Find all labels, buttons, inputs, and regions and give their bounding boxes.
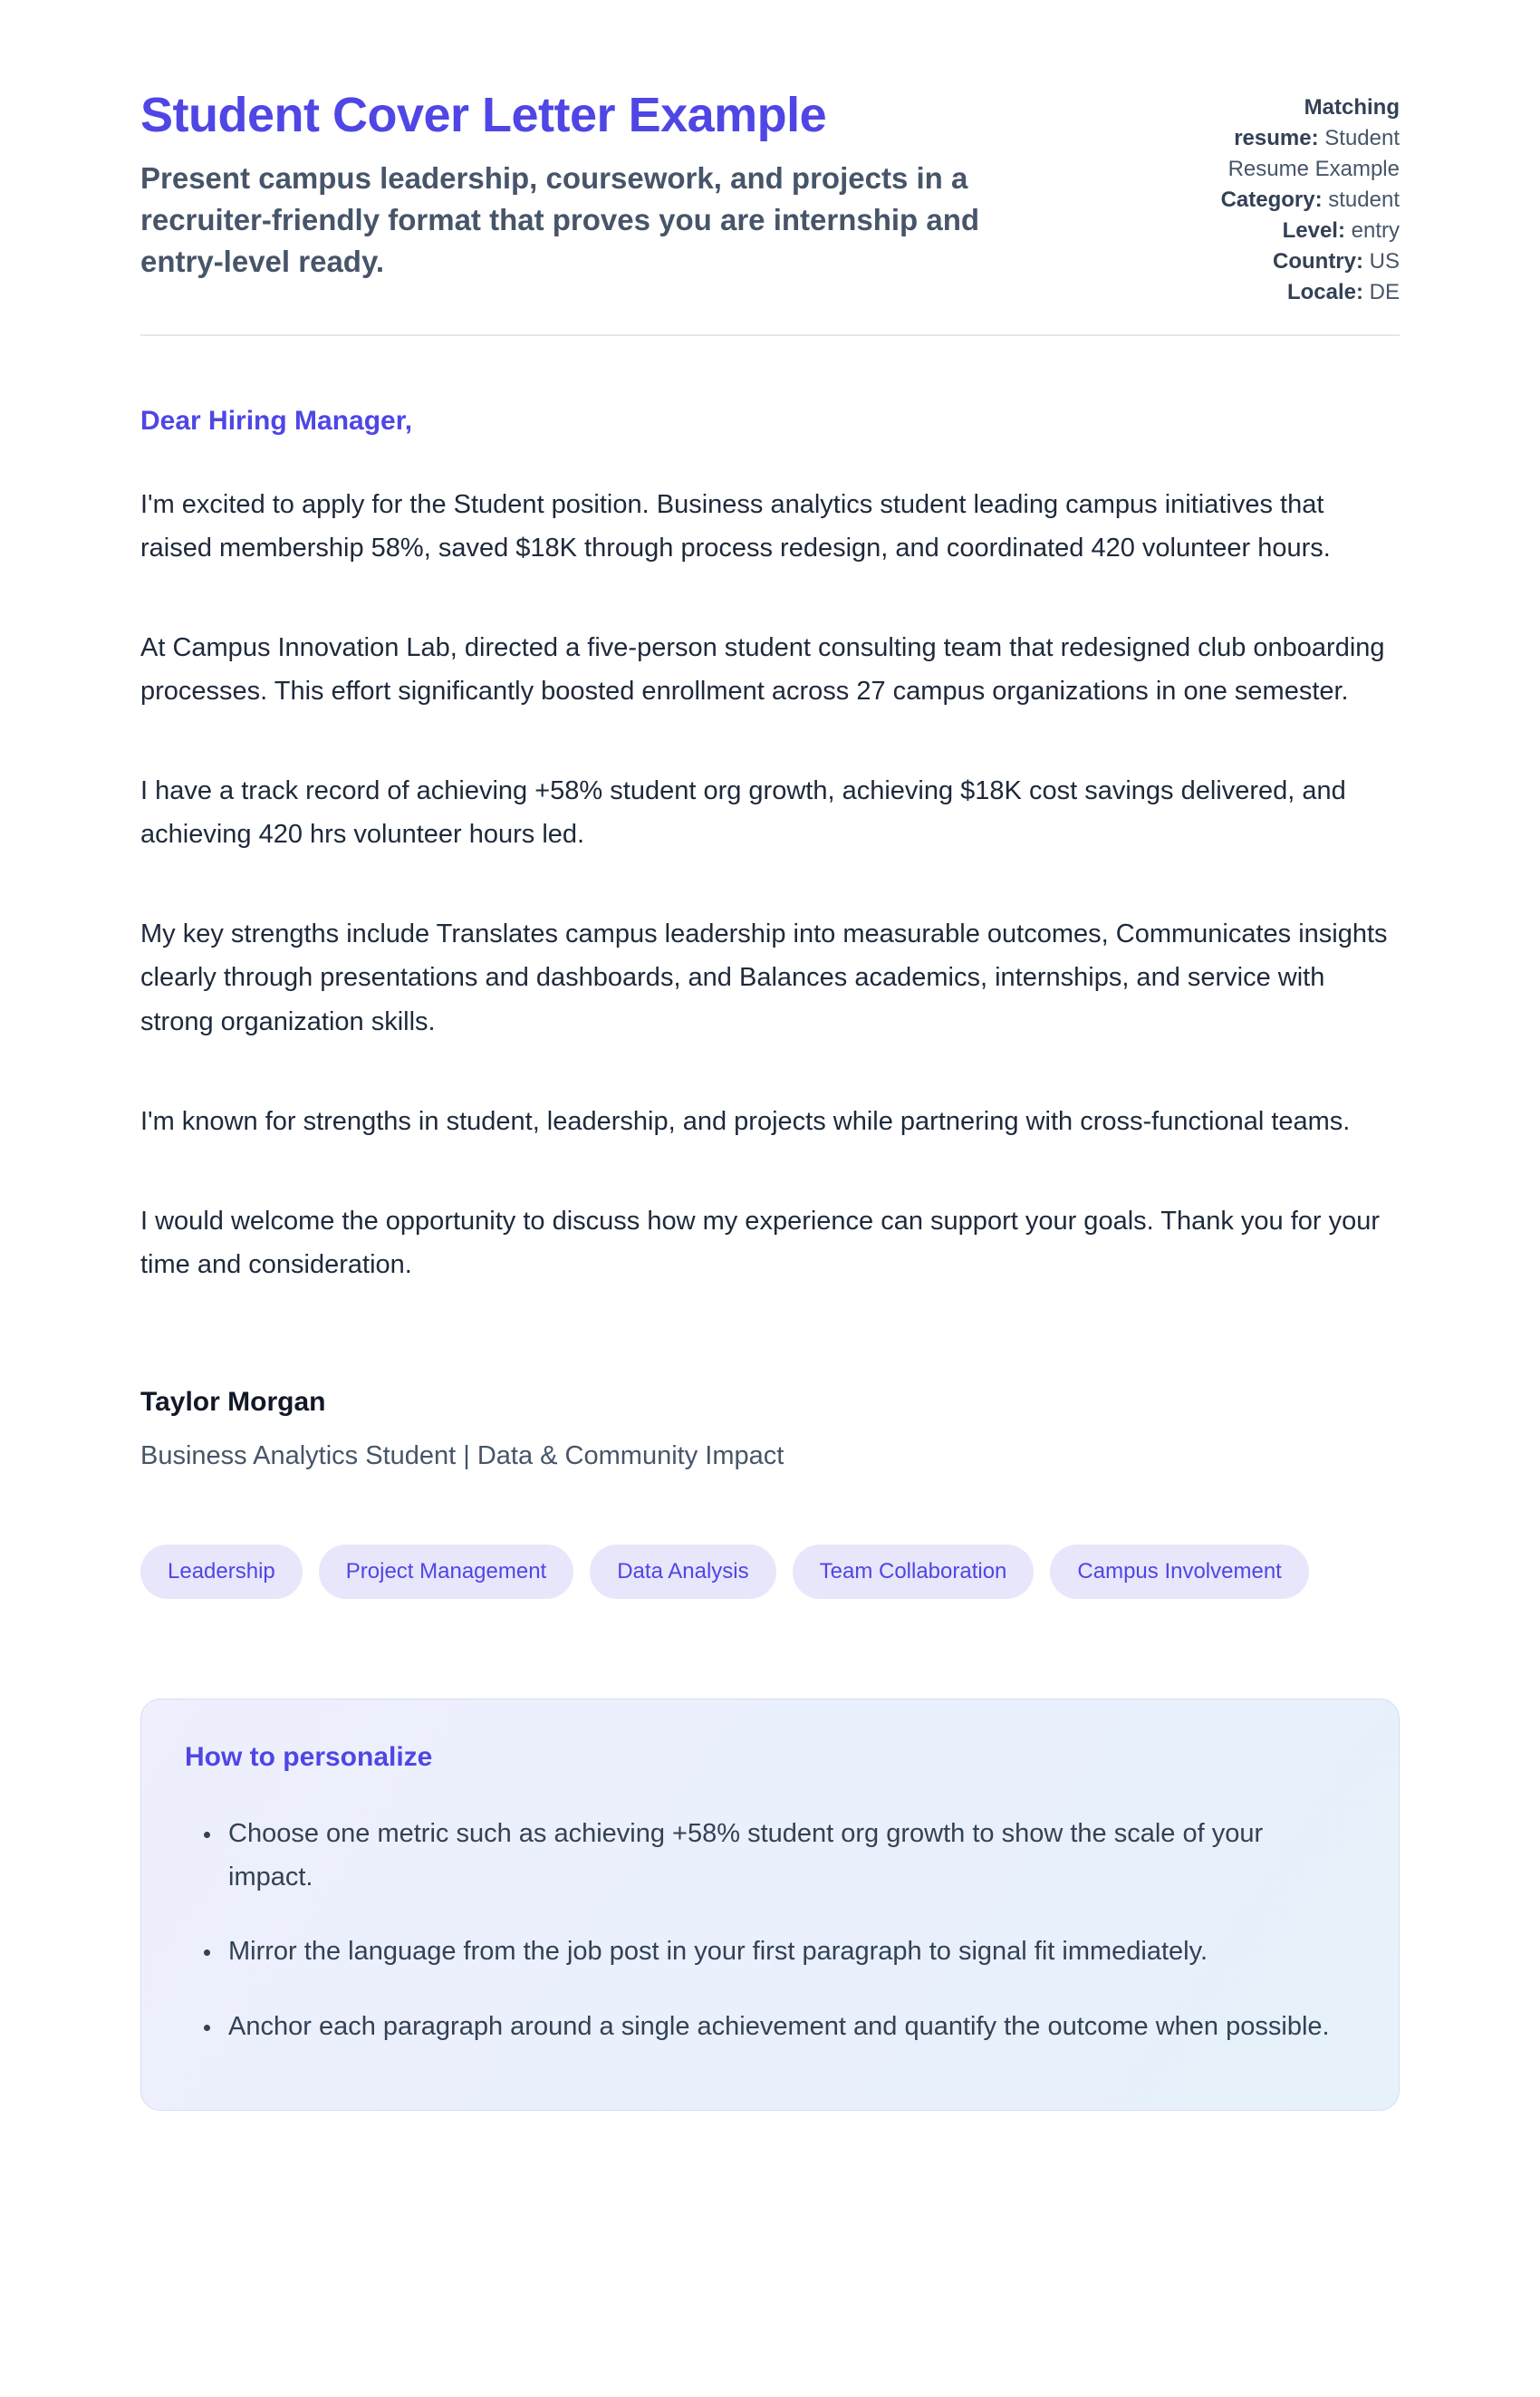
meta-value: US	[1369, 249, 1400, 274]
meta-label: Matching resume:	[1234, 95, 1400, 151]
header-divider	[140, 334, 1400, 336]
personalize-heading: How to personalize	[185, 1742, 433, 1773]
meta-value: Student Resume Example	[1227, 126, 1400, 182]
meta-label: Level:	[1282, 218, 1345, 244]
skill-tag-campus-involvement: Campus Involvement	[1050, 1545, 1308, 1599]
skill-tag-list	[140, 1545, 1400, 1599]
skill-tag-leadership: Leadership	[140, 1545, 303, 1599]
skill-tag-data-analysis: Data Analysis	[590, 1545, 775, 1599]
personalize-tip-list	[185, 1812, 1355, 2048]
letter-paragraph-3: I have a track record of achieving +58% student org growth, achieving $18K cost savings delivered, and achieving 420 hrs volunteer hours led.	[140, 776, 1346, 850]
letter-body	[140, 405, 1400, 1475]
meta-row-country	[1214, 246, 1400, 277]
meta-label: Country:	[1273, 249, 1363, 274]
personalize-box	[140, 1699, 1400, 2111]
letter-paragraph-4: My key strengths include Translates campus leadership into measurable outcomes, Communicates insights clearly through presentations and dashboards, and Balances academics, internships, and service with strong organization skills.	[140, 919, 1388, 1036]
meta-row-level	[1214, 216, 1400, 246]
page-title: Student Cover Letter Example	[140, 88, 827, 142]
page-subtitle: Present campus leadership, coursework, and projects in a recruiter-friendly format that proves you are internship and entry-level ready.	[140, 161, 980, 279]
personalize-tip-3: • Anchor each paragraph around a single achievement and quantify the outcome when possible.	[223, 2005, 1337, 2048]
page-header	[140, 87, 1400, 309]
meta-value: student	[1328, 188, 1400, 213]
meta-row-matching-resume	[1214, 92, 1400, 185]
meta-row-locale	[1214, 277, 1400, 308]
meta-row-category	[1214, 185, 1400, 216]
skill-tag-team-collaboration: Team Collaboration	[793, 1545, 1035, 1599]
resume-meta-panel	[1214, 92, 1400, 309]
personalize-tip-1: • Choose one metric such as achieving +58% student org growth to show the scale of your impact.	[223, 1812, 1337, 1899]
personalize-tip-2: • Mirror the language from the job post in your first paragraph to signal fit immediately.	[223, 1930, 1337, 1973]
meta-value: entry	[1351, 218, 1400, 244]
meta-value: DE	[1369, 280, 1400, 305]
signature-role: Business Analytics Student | Data & Community Impact	[140, 1441, 784, 1471]
letter-paragraph-1: I'm excited to apply for the Student position. Business analytics student leading campus initiatives that raised membership 58%, saved $18K through process redesign, and coordinated 420 volunteer hours.	[140, 489, 1331, 563]
meta-label: Category:	[1220, 188, 1323, 213]
header-title-block	[140, 87, 1010, 284]
meta-label: Locale:	[1286, 280, 1363, 305]
letter-paragraph-5: I'm known for strengths in student, leadership, and projects while partnering with cross-functional teams.	[140, 1106, 1351, 1136]
letter-paragraph-6: I would welcome the opportunity to discuss how my experience can support your goals. Thank you for your time and consideration.	[140, 1206, 1381, 1279]
letter-greeting: Dear Hiring Manager,	[140, 405, 413, 436]
signature-name: Taylor Morgan	[140, 1387, 326, 1418]
skill-tag-project-management: Project Management	[319, 1545, 573, 1599]
letter-paragraph-2: At Campus Innovation Lab, directed a five-person student consulting team that redesigned club onboarding processes. This effort significantly boosted enrollment across 27 campus organizations in one semester.	[140, 632, 1385, 706]
